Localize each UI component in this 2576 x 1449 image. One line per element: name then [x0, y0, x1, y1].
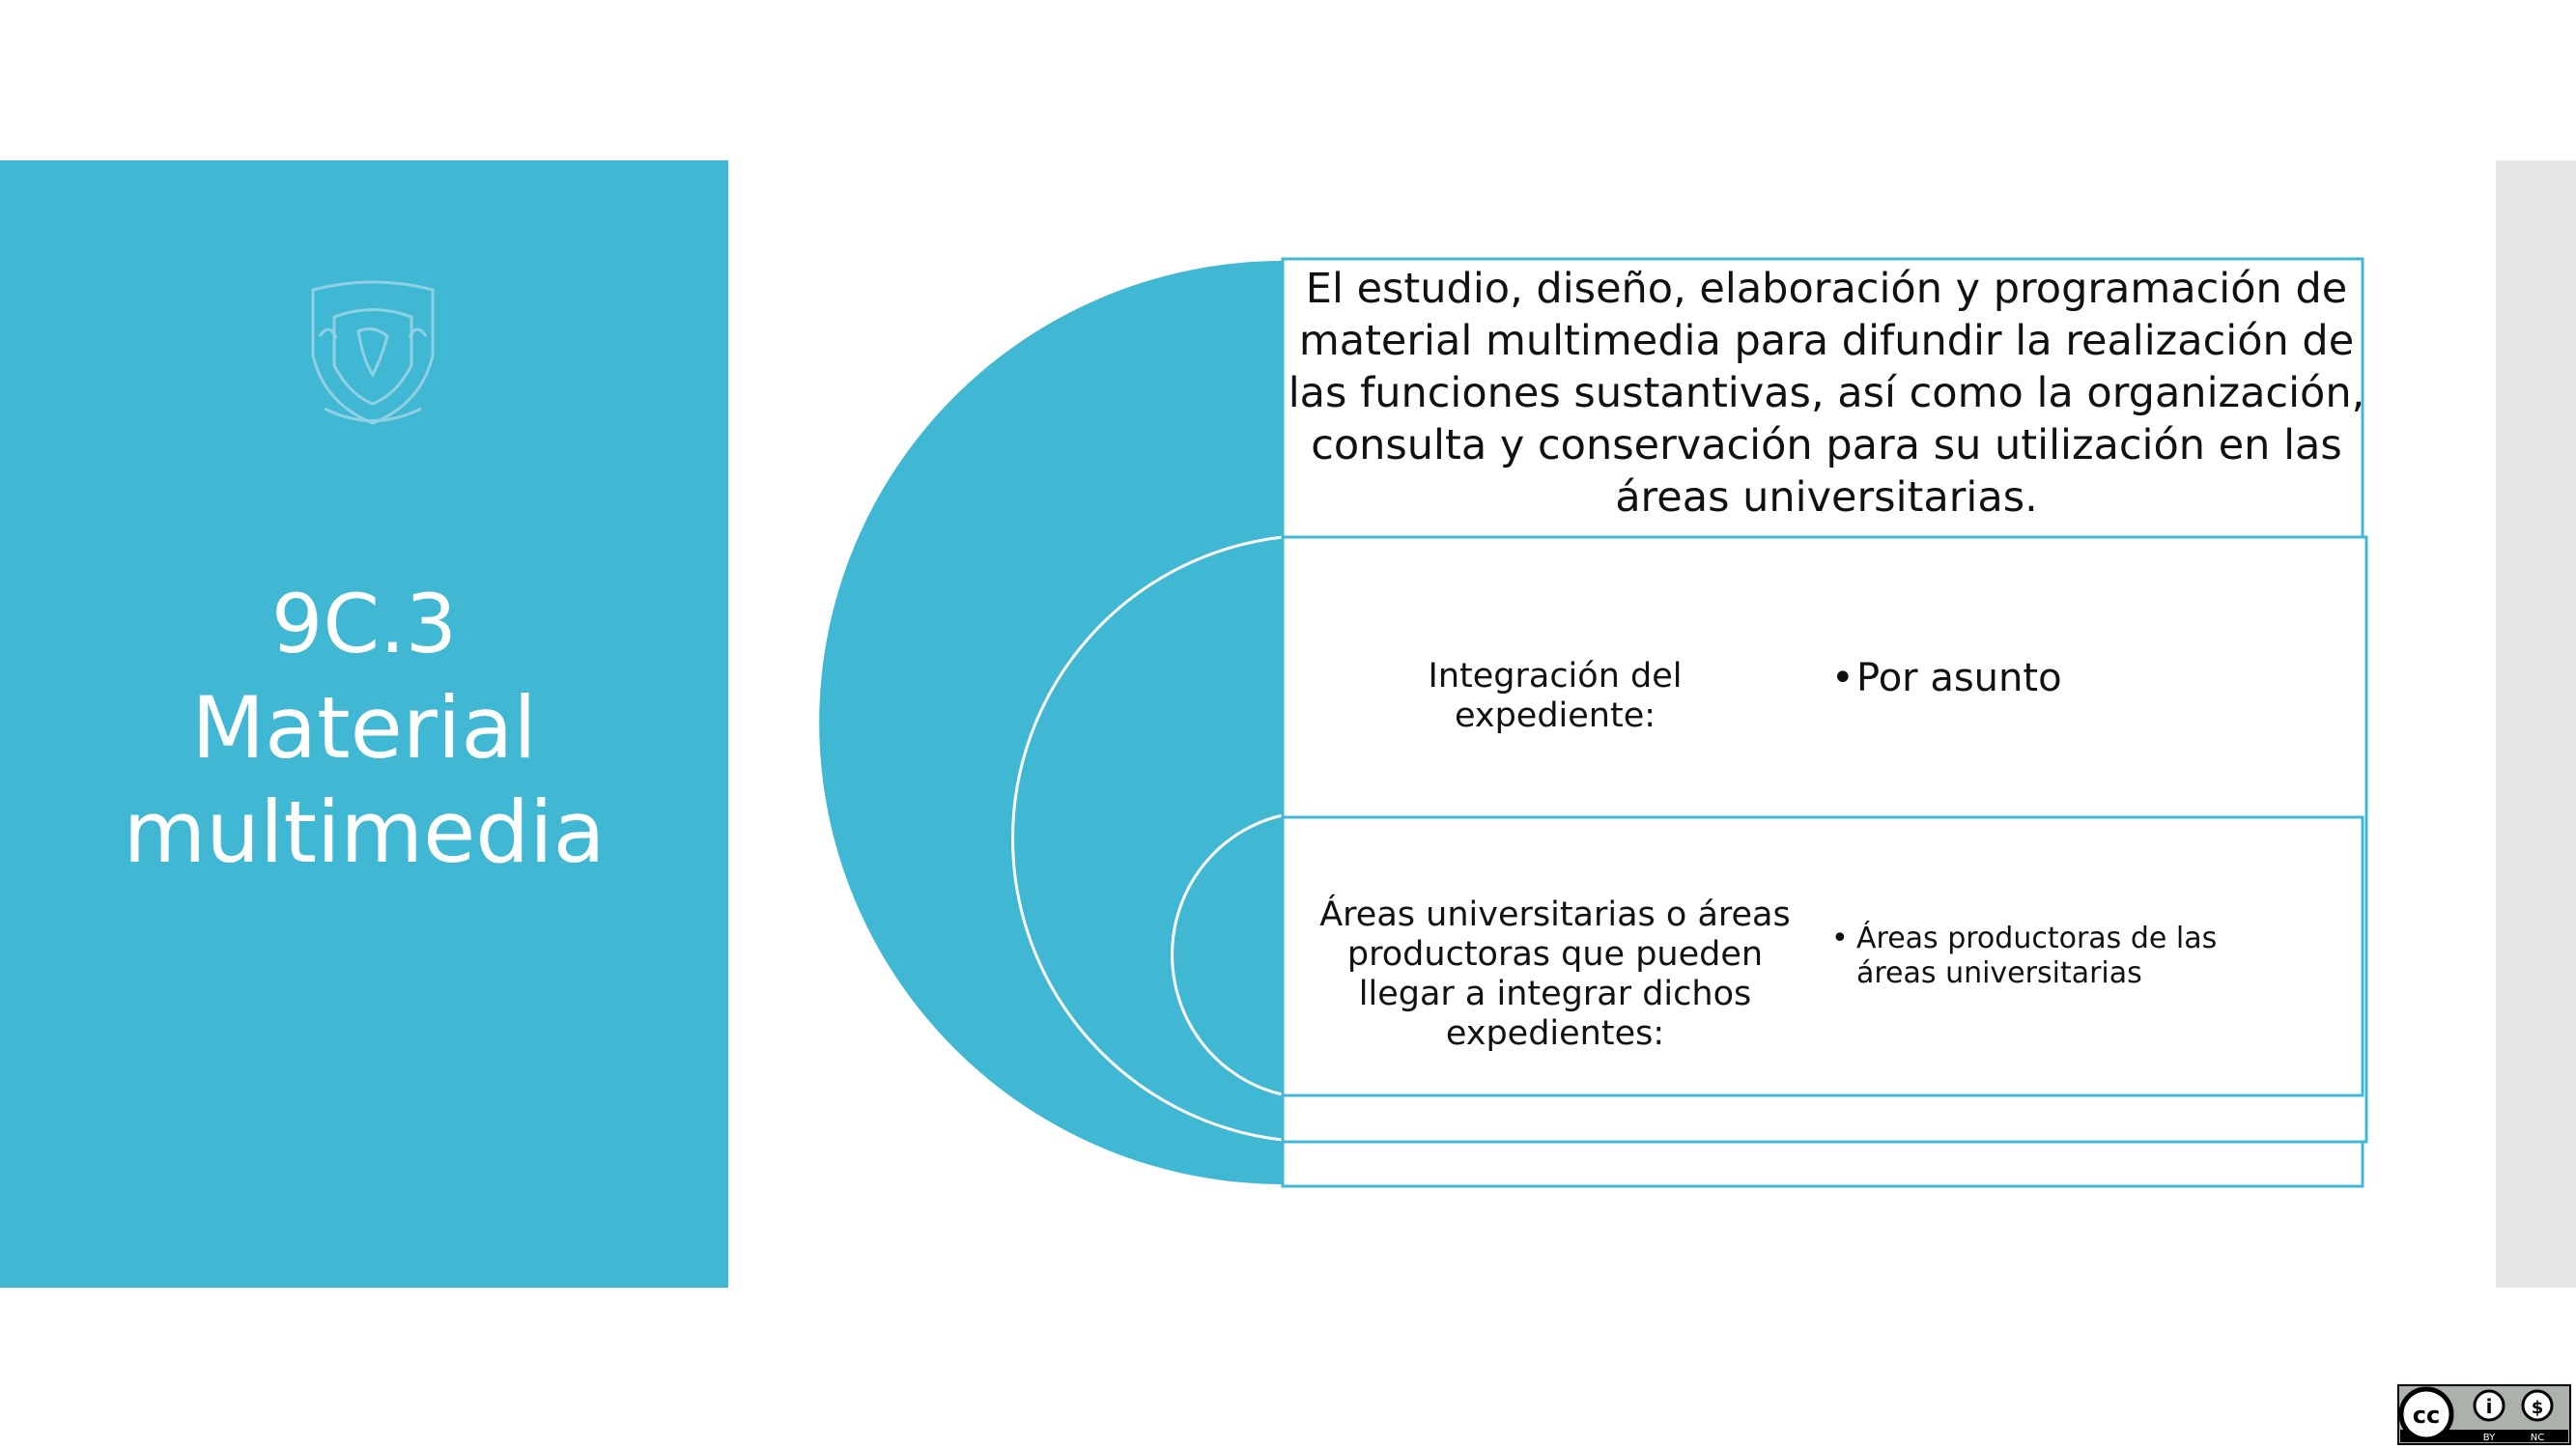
svg-text:$: $ [2531, 1398, 2544, 1418]
cc-nc-label: NC [2530, 1433, 2545, 1443]
bullet-icon: • [1831, 656, 1854, 700]
cc-license-icon [2397, 1384, 2571, 1445]
bullet-icon: • [1831, 922, 1849, 955]
slide-code: 9C.3 [270, 577, 458, 671]
svg-text:i: i [2485, 1395, 2493, 1418]
svg-text:cc: cc [2412, 1402, 2441, 1429]
row2-bullet-text: Áreas productoras de las áreas universitarias [1856, 922, 2218, 990]
row2-label: Áreas universitarias o áreas productoras que pueden llegar a integrar dichos expedientes: [1319, 895, 1791, 1053]
scope-description: El estudio, diseño, elaboración y programación de material multimedia para difundir la realización de las funciones sustantivas, así como la organización, consulta y conservación para su utilización en las áreas universitarias. [1288, 265, 2365, 522]
row1-bullet-text: Por asunto [1856, 656, 2062, 700]
outer-semicircle [819, 261, 1283, 1184]
cc-by-label: BY [2482, 1433, 2496, 1443]
row1-bullet [1831, 655, 2334, 701]
slide-name: Material multimedia [123, 678, 606, 882]
row2-bullet [1831, 922, 2314, 991]
row1-label: Integración del expediente: [1428, 657, 1683, 735]
